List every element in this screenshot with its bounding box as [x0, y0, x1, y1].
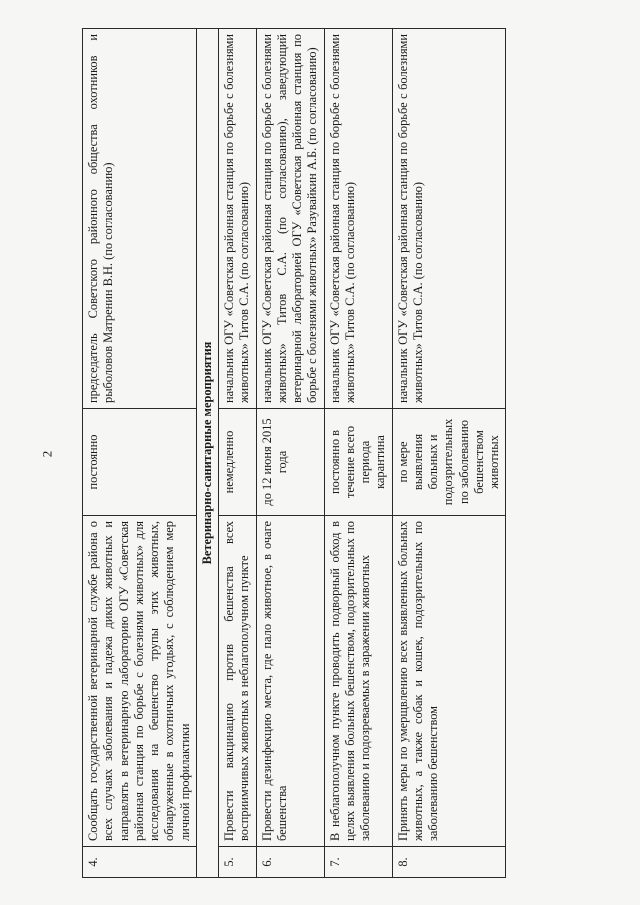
- rotated-table-container: [82, 28, 501, 878]
- row-term: постоянно в течение всего периода карантина: [324, 409, 392, 516]
- row-term: по мере выявления больных и подозрительных по заболеванию бешенством животных: [392, 409, 506, 516]
- page-number: 2: [39, 450, 55, 458]
- row-action: Провести вакцинацию против бешенства всех восприимчивых животных в неблагополучном пункте: [219, 516, 257, 847]
- row-action: Принять меры по умерщвлению всех выявленных больных животных, а также собак и кошек, подозрительных по заболеванию бешенством: [392, 516, 506, 847]
- row-number: 7.: [324, 847, 392, 878]
- row-action: Сообщать государственной ветеринарной службе района о всех случаях заболевания и падежа диких животных и направлять в ветеринарную лабораторию ОГУ «Советская районная станция по борьбе с болезнями животных» для исследования на бешенство трупы этих животных, обнаруженные в охотничьих угодьях, с соблюдением мер личной профилактики: [83, 516, 197, 847]
- row-responsible: председатель Советского районного общества охотников и рыболовов Матренин В.Н. (по согласованию): [83, 29, 197, 409]
- row-term: до 12 июня 2015 года: [256, 409, 324, 516]
- row-number: 6.: [256, 847, 324, 878]
- row-responsible: начальник ОГУ «Советская районная станция по борьбе с болезнями животных» Титов С.А. (по согласованию), заведующий ветеринарной лабораторией ОГУ «Советская районная станция по борьбе с болезнями животных» Разувайкин А.Б. (по согласованию): [256, 29, 324, 409]
- table-row: [324, 29, 392, 878]
- row-number: 8.: [392, 847, 506, 878]
- row-term: постоянно: [83, 409, 197, 516]
- row-term: немедленно: [219, 409, 257, 516]
- table-row: [83, 29, 197, 878]
- table-row: [219, 29, 257, 878]
- section-title: Ветеринарно-санитарные мероприятия: [196, 29, 218, 878]
- row-responsible: начальник ОГУ «Советская районная станция по борьбе с болезнями животных» Титов С.А. (по согласованию): [324, 29, 392, 409]
- row-number: 4.: [83, 847, 197, 878]
- row-number: 5.: [219, 847, 257, 878]
- row-responsible: начальник ОГУ «Советская районная станция по борьбе с болезнями животных» Титов С.А. (по согласованию): [392, 29, 506, 409]
- row-responsible: начальник ОГУ «Советская районная станция по борьбе с болезнями животных» Титов С.А. (по согласованию): [219, 29, 257, 409]
- section-row: [196, 29, 218, 878]
- row-action: Провести дезинфекцию места, где пало животное, в очаге бешенства: [256, 516, 324, 847]
- measures-table: [82, 28, 506, 878]
- table-row: [392, 29, 506, 878]
- row-action: В неблагополучном пункте проводить подворный обход в целях выявления больных бешенством, подозрительных по заболеванию и подозреваемых в заражении животных: [324, 516, 392, 847]
- table-row: [256, 29, 324, 878]
